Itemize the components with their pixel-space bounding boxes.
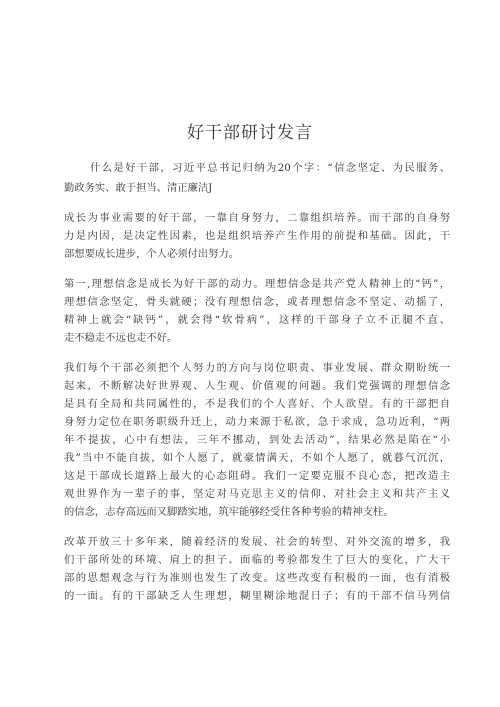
paragraph-5-line-4: 的一面。有的干部缺乏人生理想，糊里糊涂地混日子；有的干部不信马列信 — [64, 590, 450, 602]
paragraph-1-line-1: 什么是好干部，习近平总书记归纳为20个字：“信念坚定、为民服务、 — [90, 162, 450, 174]
paragraph-5-line-2: 们干部所处的环境、肩上的担子、面临的考验都发生了巨大的变化，广大干 — [64, 554, 450, 566]
paragraph-3-line-1: 第一,理想信念是成长为好干部的动力。理想信念是共产党人精神上的“钙”， — [64, 278, 450, 290]
document-title: 好干部研讨发言 — [187, 123, 313, 143]
paragraph-5-line-1: 改革开放三十多年来，随着经济的发展、社会的转型、对外交流的增多，我 — [64, 536, 450, 548]
paragraph-4-line-7: 这是干部成长道路上最大的心态阻碍。我们一定要克服不良心态，把改造主 — [64, 470, 450, 482]
paragraph-2-line-3: 部想要成长进步，个人必须付出努力。 — [64, 248, 240, 260]
paragraph-3-line-2: 理想信念坚定，骨头就硬；没有理想信念，或者理想信念不坚定、动摇了， — [64, 296, 450, 308]
paragraph-2-line-2: 力是内因，是决定性因素，也是组织培养产生作用的前提和基础。因此，干 — [64, 230, 450, 242]
paragraph-4-line-5: 年不提拔，心中有想法，三年不挪动，到处去活动”，结果必然是陷在“小 — [64, 434, 450, 446]
paragraph-4-line-2: 起来，不断解决好世界观、人生观、价值观的问题。我们党强调的理想信念 — [64, 380, 450, 392]
paragraph-3-line-3: 精神上就会“缺钙”，就会得“软骨病”，这样的干部身子立不正腿不直、 — [64, 314, 450, 326]
paragraph-4-line-9: 的信念，志存高远而又脚踏实地，筑牢能够经受住各种考验的精神支柱。 — [64, 506, 394, 518]
paragraph-1-line-2: 勤政务实、敢于担当、清正廉洁J — [64, 182, 213, 194]
paragraph-4-line-6: 我”当中不能自拔，如个人愿了，就豪情满天，不如个人愿了，就暮气沉沉， — [64, 452, 450, 464]
paragraph-4-line-8: 观世界作为一辈子的事，坚定对马克思主义的信仰、对社会主义和共产主义 — [64, 488, 450, 500]
paragraph-3-line-4: 走不稳走不远也走不好。 — [64, 332, 178, 344]
paragraph-2-line-1: 成长为事业需要的好干部，一靠自身努力，二靠组织培养。而干部的自身努 — [64, 212, 450, 224]
paragraph-4-line-4: 身努力定位在职务职级升迁上，动力来源于私欲，急于求成，急功近利，“两 — [64, 416, 450, 428]
paragraph-4-line-3: 是具有全局和共同属性的，不是我们的个人喜好、个人欲望。有的干部把自 — [64, 398, 450, 410]
paragraph-4-line-1: 我们每个干部必须把个人努力的方向与岗位职责、事业发展、群众期盼统一 — [64, 362, 450, 374]
paragraph-5-line-3: 部的思想观念与行为准则也发生了改变。这些改变有积极的一面，也有消极 — [64, 572, 450, 584]
